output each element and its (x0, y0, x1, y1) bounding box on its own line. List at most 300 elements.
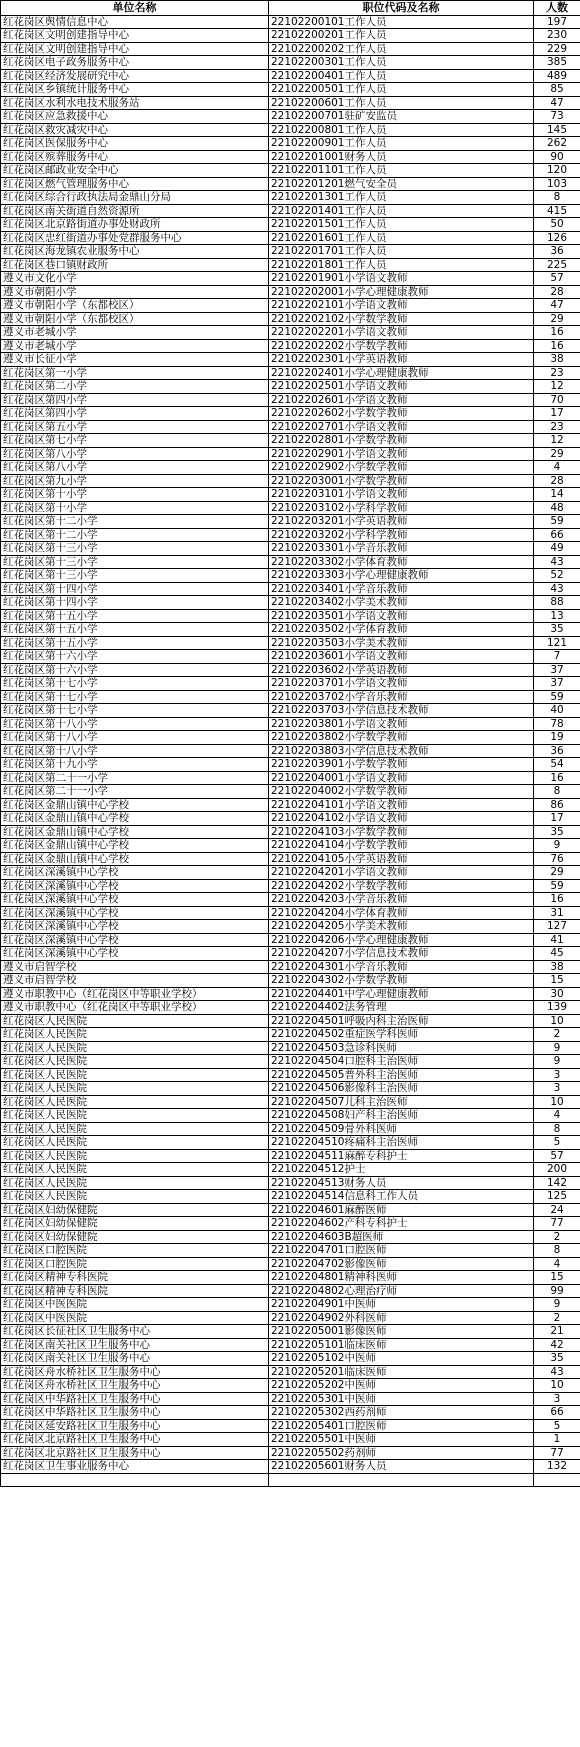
count-cell: 16 (534, 893, 580, 907)
position-cell: 22102205101临床医师 (269, 1338, 534, 1352)
position-cell: 22102203601小学语文教师 (269, 650, 534, 664)
count-cell: 1 (534, 1433, 580, 1447)
position-cell: 22102200701驻矿安监员 (269, 110, 534, 124)
table-row (1, 1217, 580, 1231)
unit-name-cell: 红花岗区深溪镇中心学校 (1, 879, 269, 893)
table-row (1, 69, 580, 83)
position-cell: 22102205501中医师 (269, 1433, 534, 1447)
count-cell: 52 (534, 569, 580, 583)
table-row (1, 569, 580, 583)
unit-name-cell: 红花岗区中医医院 (1, 1311, 269, 1325)
unit-name-cell: 红花岗区人民医院 (1, 1109, 269, 1123)
count-cell: 415 (534, 204, 580, 218)
position-cell: 22102203402小学美术教师 (269, 596, 534, 610)
count-cell: 10 (534, 1095, 580, 1109)
position-cell: 22102205001影像医师 (269, 1325, 534, 1339)
unit-name-cell: 红花岗区文明创建指导中心 (1, 42, 269, 56)
unit-name-cell: 红花岗区舟水桥社区卫生服务中心 (1, 1379, 269, 1393)
table-row (1, 164, 580, 178)
count-cell: 229 (534, 42, 580, 56)
unit-name-cell: 红花岗区人民医院 (1, 1122, 269, 1136)
position-cell: 22102204505普外科主治医师 (269, 1068, 534, 1082)
position-cell: 22102203102小学科学教师 (269, 501, 534, 515)
unit-name-cell: 红花岗区人民医院 (1, 1149, 269, 1163)
table-row (1, 825, 580, 839)
unit-name-cell: 红花岗区第十七小学 (1, 690, 269, 704)
position-cell: 22102204901中医师 (269, 1298, 534, 1312)
count-cell: 121 (534, 636, 580, 650)
count-cell: 35 (534, 623, 580, 637)
unit-name-cell: 红花岗区深溪镇中心学校 (1, 933, 269, 947)
unit-name-cell: 红花岗区第十七小学 (1, 704, 269, 718)
unit-name-cell: 红花岗区妇幼保健院 (1, 1203, 269, 1217)
table-row (1, 474, 580, 488)
position-cell: 22102202001小学心理健康教师 (269, 285, 534, 299)
position-cell: 22102204302小学数学教师 (269, 974, 534, 988)
position-cell: 22102203803小学信息技术教师 (269, 744, 534, 758)
count-cell: 49 (534, 542, 580, 556)
count-cell: 4 (534, 1109, 580, 1123)
position-cell: 22102204507儿科主治医师 (269, 1095, 534, 1109)
count-cell: 29 (534, 866, 580, 880)
count-cell: 200 (534, 1163, 580, 1177)
unit-name-cell: 红花岗区第十二小学 (1, 515, 269, 529)
position-cell: 22102204511麻醉专科护士 (269, 1149, 534, 1163)
count-cell: 54 (534, 758, 580, 772)
position-cell: 22102204514信息科工作人员 (269, 1190, 534, 1204)
table-row (1, 299, 580, 313)
table-row (1, 1203, 580, 1217)
position-cell: 22102202902小学数学教师 (269, 461, 534, 475)
table-row (1, 677, 580, 691)
table-row (1, 204, 580, 218)
count-cell: 35 (534, 825, 580, 839)
count-cell: 50 (534, 218, 580, 232)
unit-name-cell: 红花岗区第一小学 (1, 366, 269, 380)
unit-name-cell: 红花岗区救灾减灾中心 (1, 123, 269, 137)
count-cell: 99 (534, 1284, 580, 1298)
count-cell: 37 (534, 677, 580, 691)
table-row (1, 1406, 580, 1420)
position-cell: 22102201101工作人员 (269, 164, 534, 178)
position-cell: 22102204513财务人员 (269, 1176, 534, 1190)
count-cell: 4 (534, 1257, 580, 1271)
unit-name-cell: 红花岗区北京路社区卫生服务中心 (1, 1446, 269, 1460)
table-row (1, 744, 580, 758)
unit-name-cell: 红花岗区中华路社区卫生服务中心 (1, 1406, 269, 1420)
unit-name-cell: 红花岗区第十五小学 (1, 609, 269, 623)
position-cell: 22102202901小学语文教师 (269, 447, 534, 461)
count-cell: 7 (534, 650, 580, 664)
table-row (1, 1419, 580, 1433)
count-cell: 90 (534, 150, 580, 164)
count-cell: 37 (534, 663, 580, 677)
position-cell: 22102204503急诊科医师 (269, 1041, 534, 1055)
position-cell: 22102203503小学美术教师 (269, 636, 534, 650)
table-row (1, 272, 580, 286)
count-cell: 120 (534, 164, 580, 178)
count-cell: 262 (534, 137, 580, 151)
unit-name-cell: 红花岗区第八小学 (1, 461, 269, 475)
count-cell: 35 (534, 1352, 580, 1366)
unit-name-cell: 遵义市长征小学 (1, 353, 269, 367)
unit-name-cell: 红花岗区第十三小学 (1, 555, 269, 569)
count-cell (534, 1473, 580, 1487)
position-cell: 22102204102小学语文教师 (269, 812, 534, 826)
position-cell: 22102204204小学体育教师 (269, 906, 534, 920)
position-cell: 22102201501工作人员 (269, 218, 534, 232)
table-row (1, 1014, 580, 1028)
table-row (1, 987, 580, 1001)
count-cell: 12 (534, 380, 580, 394)
table-row (1, 893, 580, 907)
position-cell: 22102200801工作人员 (269, 123, 534, 137)
unit-name-cell: 红花岗区第二十一小学 (1, 785, 269, 799)
position-cell: 22102203201小学英语教师 (269, 515, 534, 529)
table-row (1, 150, 580, 164)
unit-name-cell: 遵义市朝阳小学（东都校区） (1, 299, 269, 313)
count-cell: 2 (534, 1230, 580, 1244)
table-row (1, 596, 580, 610)
position-cell: 22102203001小学数学教师 (269, 474, 534, 488)
table-row (1, 1190, 580, 1204)
position-cell: 22102204401中学心理健康教师 (269, 987, 534, 1001)
position-cell: 22102201001财务人员 (269, 150, 534, 164)
table-row (1, 798, 580, 812)
table-row (1, 1365, 580, 1379)
position-cell: 22102204509骨外科医师 (269, 1122, 534, 1136)
unit-name-cell: 红花岗区人民医院 (1, 1176, 269, 1190)
table-row (1, 420, 580, 434)
position-cell: 22102200101工作人员 (269, 15, 534, 29)
count-cell: 132 (534, 1460, 580, 1474)
unit-name-cell: 红花岗区人民医院 (1, 1055, 269, 1069)
table-row (1, 920, 580, 934)
position-cell: 22102204508妇产科主治医师 (269, 1109, 534, 1123)
position-cell: 22102204207小学信息技术教师 (269, 947, 534, 961)
table-row (1, 191, 580, 205)
count-cell: 125 (534, 1190, 580, 1204)
header-count: 人数 (534, 1, 580, 16)
unit-name-cell: 遵义市朝阳小学 (1, 285, 269, 299)
table-row (1, 1284, 580, 1298)
count-cell: 8 (534, 1122, 580, 1136)
position-cell: 22102200401工作人员 (269, 69, 534, 83)
table-row (1, 1122, 580, 1136)
position-cell: 22102204105小学英语教师 (269, 852, 534, 866)
count-cell: 77 (534, 1446, 580, 1460)
table-row (1, 258, 580, 272)
position-cell: 22102204601麻醉医师 (269, 1203, 534, 1217)
position-cell: 22102200201工作人员 (269, 29, 534, 43)
count-cell: 3 (534, 1068, 580, 1082)
position-cell: 22102203701小学语文教师 (269, 677, 534, 691)
count-cell: 126 (534, 231, 580, 245)
table-row (1, 1095, 580, 1109)
count-cell: 38 (534, 960, 580, 974)
position-cell: 22102205202中医师 (269, 1379, 534, 1393)
unit-name-cell: 红花岗区医保服务中心 (1, 137, 269, 151)
count-cell: 40 (534, 704, 580, 718)
position-cell: 22102204203小学音乐教师 (269, 893, 534, 907)
position-cell: 22102203602小学英语教师 (269, 663, 534, 677)
unit-name-cell: 红花岗区第十四小学 (1, 582, 269, 596)
count-cell: 41 (534, 933, 580, 947)
position-cell: 22102203303小学心理健康教师 (269, 569, 534, 583)
table-row (1, 83, 580, 97)
count-cell: 17 (534, 407, 580, 421)
unit-name-cell: 红花岗区口腔医院 (1, 1257, 269, 1271)
position-cell: 22102202201小学语文教师 (269, 326, 534, 340)
unit-name-cell: 红花岗区燃气管理服务中心 (1, 177, 269, 191)
position-cell: 22102204602产科专科护士 (269, 1217, 534, 1231)
unit-name-cell: 红花岗区第十六小学 (1, 663, 269, 677)
position-cell: 22102204201小学语文教师 (269, 866, 534, 880)
table-row (1, 434, 580, 448)
count-cell: 47 (534, 96, 580, 110)
count-cell: 5 (534, 1136, 580, 1150)
position-cell: 22102204202小学数学教师 (269, 879, 534, 893)
count-cell: 5 (534, 1419, 580, 1433)
count-cell: 14 (534, 488, 580, 502)
count-cell: 57 (534, 272, 580, 286)
position-cell: 22102201401工作人员 (269, 204, 534, 218)
unit-name-cell: 红花岗区乡镇统计服务中心 (1, 83, 269, 97)
table-row (1, 758, 580, 772)
table-row (1, 1338, 580, 1352)
count-cell: 8 (534, 1244, 580, 1258)
position-cell: 22102200501工作人员 (269, 83, 534, 97)
count-cell: 30 (534, 987, 580, 1001)
position-cell: 22102202501小学语文教师 (269, 380, 534, 394)
unit-name-cell: 红花岗区第十三小学 (1, 569, 269, 583)
count-cell: 76 (534, 852, 580, 866)
table-row (1, 542, 580, 556)
position-cell: 22102204701口腔医师 (269, 1244, 534, 1258)
count-cell: 2 (534, 1311, 580, 1325)
position-cell: 22102200301工作人员 (269, 56, 534, 70)
unit-name-cell: 遵义市老城小学 (1, 339, 269, 353)
unit-name-cell: 红花岗区口腔医院 (1, 1244, 269, 1258)
table-row (1, 528, 580, 542)
table-row (1, 1311, 580, 1325)
position-cell: 22102204801精神科医师 (269, 1271, 534, 1285)
unit-name-cell: 红花岗区卫生事业服务中心 (1, 1460, 269, 1474)
position-cell: 22102202102小学数学教师 (269, 312, 534, 326)
unit-name-cell: 红花岗区南关街道自然资源所 (1, 204, 269, 218)
count-cell: 86 (534, 798, 580, 812)
unit-name-cell: 红花岗区应急救援中心 (1, 110, 269, 124)
table-row (1, 1109, 580, 1123)
position-cell: 22102205201临床医师 (269, 1365, 534, 1379)
table-row (1, 393, 580, 407)
table-row (1, 812, 580, 826)
count-cell: 197 (534, 15, 580, 29)
table-row (1, 947, 580, 961)
unit-name-cell: 红花岗区第十二小学 (1, 528, 269, 542)
position-cell: 22102204501呼吸内科主治医师 (269, 1014, 534, 1028)
header-row (1, 1, 580, 16)
table-row (1, 839, 580, 853)
count-cell: 225 (534, 258, 580, 272)
table-row (1, 1352, 580, 1366)
position-cell: 22102202801小学数学教师 (269, 434, 534, 448)
position-cell: 22102201201燃气安全员 (269, 177, 534, 191)
position-cell: 22102204001小学语文教师 (269, 771, 534, 785)
unit-name-cell: 红花岗区第四小学 (1, 407, 269, 421)
count-cell: 17 (534, 812, 580, 826)
position-cell: 22102204902外科医师 (269, 1311, 534, 1325)
unit-name-cell: 红花岗区人民医院 (1, 1028, 269, 1042)
count-cell: 88 (534, 596, 580, 610)
unit-name-cell: 红花岗区第十七小学 (1, 677, 269, 691)
unit-name-cell: 红花岗区第十三小学 (1, 542, 269, 556)
unit-name-cell: 红花岗区第十八小学 (1, 731, 269, 745)
table-row (1, 447, 580, 461)
table-row (1, 15, 580, 29)
table-body (1, 15, 580, 1487)
unit-name-cell: 红花岗区第十四小学 (1, 596, 269, 610)
table-row (1, 866, 580, 880)
table-row (1, 906, 580, 920)
unit-name-cell: 红花岗区经济发展研究中心 (1, 69, 269, 83)
table-row (1, 731, 580, 745)
unit-name-cell: 红花岗区第七小学 (1, 434, 269, 448)
position-cell: 22102203301小学音乐教师 (269, 542, 534, 556)
table-row (1, 366, 580, 380)
count-cell: 29 (534, 447, 580, 461)
position-cell: 22102204402法务管理 (269, 1001, 534, 1015)
position-cell: 22102205601财务人员 (269, 1460, 534, 1474)
unit-name-cell: 红花岗区金鼎山镇中心学校 (1, 825, 269, 839)
position-cell (269, 1473, 534, 1487)
position-cell: 22102203501小学语文教师 (269, 609, 534, 623)
count-cell: 36 (534, 744, 580, 758)
table-row (1, 488, 580, 502)
position-cell: 22102201601工作人员 (269, 231, 534, 245)
unit-name-cell: 红花岗区延安路社区卫生服务中心 (1, 1419, 269, 1433)
table-row (1, 1041, 580, 1055)
table-row (1, 1325, 580, 1339)
position-cell: 22102204301小学音乐教师 (269, 960, 534, 974)
unit-name-cell: 红花岗区中华路社区卫生服务中心 (1, 1392, 269, 1406)
count-cell: 66 (534, 528, 580, 542)
position-cell: 22102204802心理治疗师 (269, 1284, 534, 1298)
table-row (1, 245, 580, 259)
table-row (1, 1244, 580, 1258)
unit-name-cell: 红花岗区第二十一小学 (1, 771, 269, 785)
unit-name-cell (1, 1473, 269, 1487)
position-cell: 22102202202小学数学教师 (269, 339, 534, 353)
position-cell: 22102200901工作人员 (269, 137, 534, 151)
position-cell: 22102204206小学心理健康教师 (269, 933, 534, 947)
position-cell: 22102203401小学音乐教师 (269, 582, 534, 596)
table-row (1, 1163, 580, 1177)
table-row (1, 663, 580, 677)
unit-name-cell: 红花岗区第十小学 (1, 501, 269, 515)
table-row (1, 1298, 580, 1312)
unit-name-cell: 红花岗区人民医院 (1, 1014, 269, 1028)
table-row (1, 771, 580, 785)
position-cell: 22102204104小学数学教师 (269, 839, 534, 853)
count-cell: 16 (534, 339, 580, 353)
table-row (1, 717, 580, 731)
position-cell: 22102204506影像科主治医师 (269, 1082, 534, 1096)
position-cell: 22102204512护士 (269, 1163, 534, 1177)
position-cell: 22102205301中医师 (269, 1392, 534, 1406)
count-cell: 8 (534, 785, 580, 799)
count-cell: 9 (534, 1298, 580, 1312)
unit-name-cell: 红花岗区金鼎山镇中心学校 (1, 852, 269, 866)
unit-name-cell: 红花岗区舟水桥社区卫生服务中心 (1, 1365, 269, 1379)
count-cell: 85 (534, 83, 580, 97)
count-cell: 127 (534, 920, 580, 934)
count-cell: 15 (534, 1271, 580, 1285)
table-row (1, 501, 580, 515)
position-cell: 22102204702影像医师 (269, 1257, 534, 1271)
position-cell: 22102202602小学数学教师 (269, 407, 534, 421)
count-cell: 24 (534, 1203, 580, 1217)
unit-name-cell: 遵义市朝阳小学（东都校区） (1, 312, 269, 326)
table-row (1, 218, 580, 232)
unit-name-cell: 红花岗区深溪镇中心学校 (1, 866, 269, 880)
count-cell: 28 (534, 285, 580, 299)
count-cell: 73 (534, 110, 580, 124)
position-cell: 22102200601工作人员 (269, 96, 534, 110)
count-cell: 66 (534, 1406, 580, 1420)
unit-name-cell: 红花岗区第十六小学 (1, 650, 269, 664)
count-cell: 78 (534, 717, 580, 731)
position-cell: 22102202601小学语文教师 (269, 393, 534, 407)
count-cell: 4 (534, 461, 580, 475)
unit-name-cell: 遵义市启智学校 (1, 960, 269, 974)
position-cell: 22102202701小学语文教师 (269, 420, 534, 434)
count-cell: 142 (534, 1176, 580, 1190)
position-cell: 22102204502重症医学科医师 (269, 1028, 534, 1042)
position-cell: 22102201901小学语文教师 (269, 272, 534, 286)
count-cell: 29 (534, 312, 580, 326)
count-cell: 59 (534, 515, 580, 529)
unit-name-cell: 红花岗区舆情信息中心 (1, 15, 269, 29)
position-cell: 22102204101小学语文教师 (269, 798, 534, 812)
table-row (1, 1230, 580, 1244)
table-row (1, 1446, 580, 1460)
table-row (1, 636, 580, 650)
table-row (1, 1433, 580, 1447)
table-row (1, 879, 580, 893)
table-row (1, 326, 580, 340)
count-cell: 57 (534, 1149, 580, 1163)
count-cell: 21 (534, 1325, 580, 1339)
unit-name-cell: 红花岗区人民医院 (1, 1082, 269, 1096)
table-row (1, 1028, 580, 1042)
count-cell: 3 (534, 1392, 580, 1406)
unit-name-cell: 红花岗区人民医院 (1, 1163, 269, 1177)
unit-name-cell: 红花岗区第四小学 (1, 393, 269, 407)
position-cell: 22102203801小学语文教师 (269, 717, 534, 731)
unit-name-cell: 红花岗区金鼎山镇中心学校 (1, 812, 269, 826)
table-row (1, 1001, 580, 1015)
unit-name-cell: 红花岗区第十八小学 (1, 717, 269, 731)
table-row (1, 1271, 580, 1285)
table-row (1, 29, 580, 43)
position-cell: 22102202101小学语文教师 (269, 299, 534, 313)
unit-name-cell: 红花岗区长征社区卫生服务中心 (1, 1325, 269, 1339)
position-cell: 22102202401小学心理健康教师 (269, 366, 534, 380)
table-row (1, 582, 580, 596)
unit-name-cell: 红花岗区电子政务服务中心 (1, 56, 269, 70)
table-row (1, 960, 580, 974)
